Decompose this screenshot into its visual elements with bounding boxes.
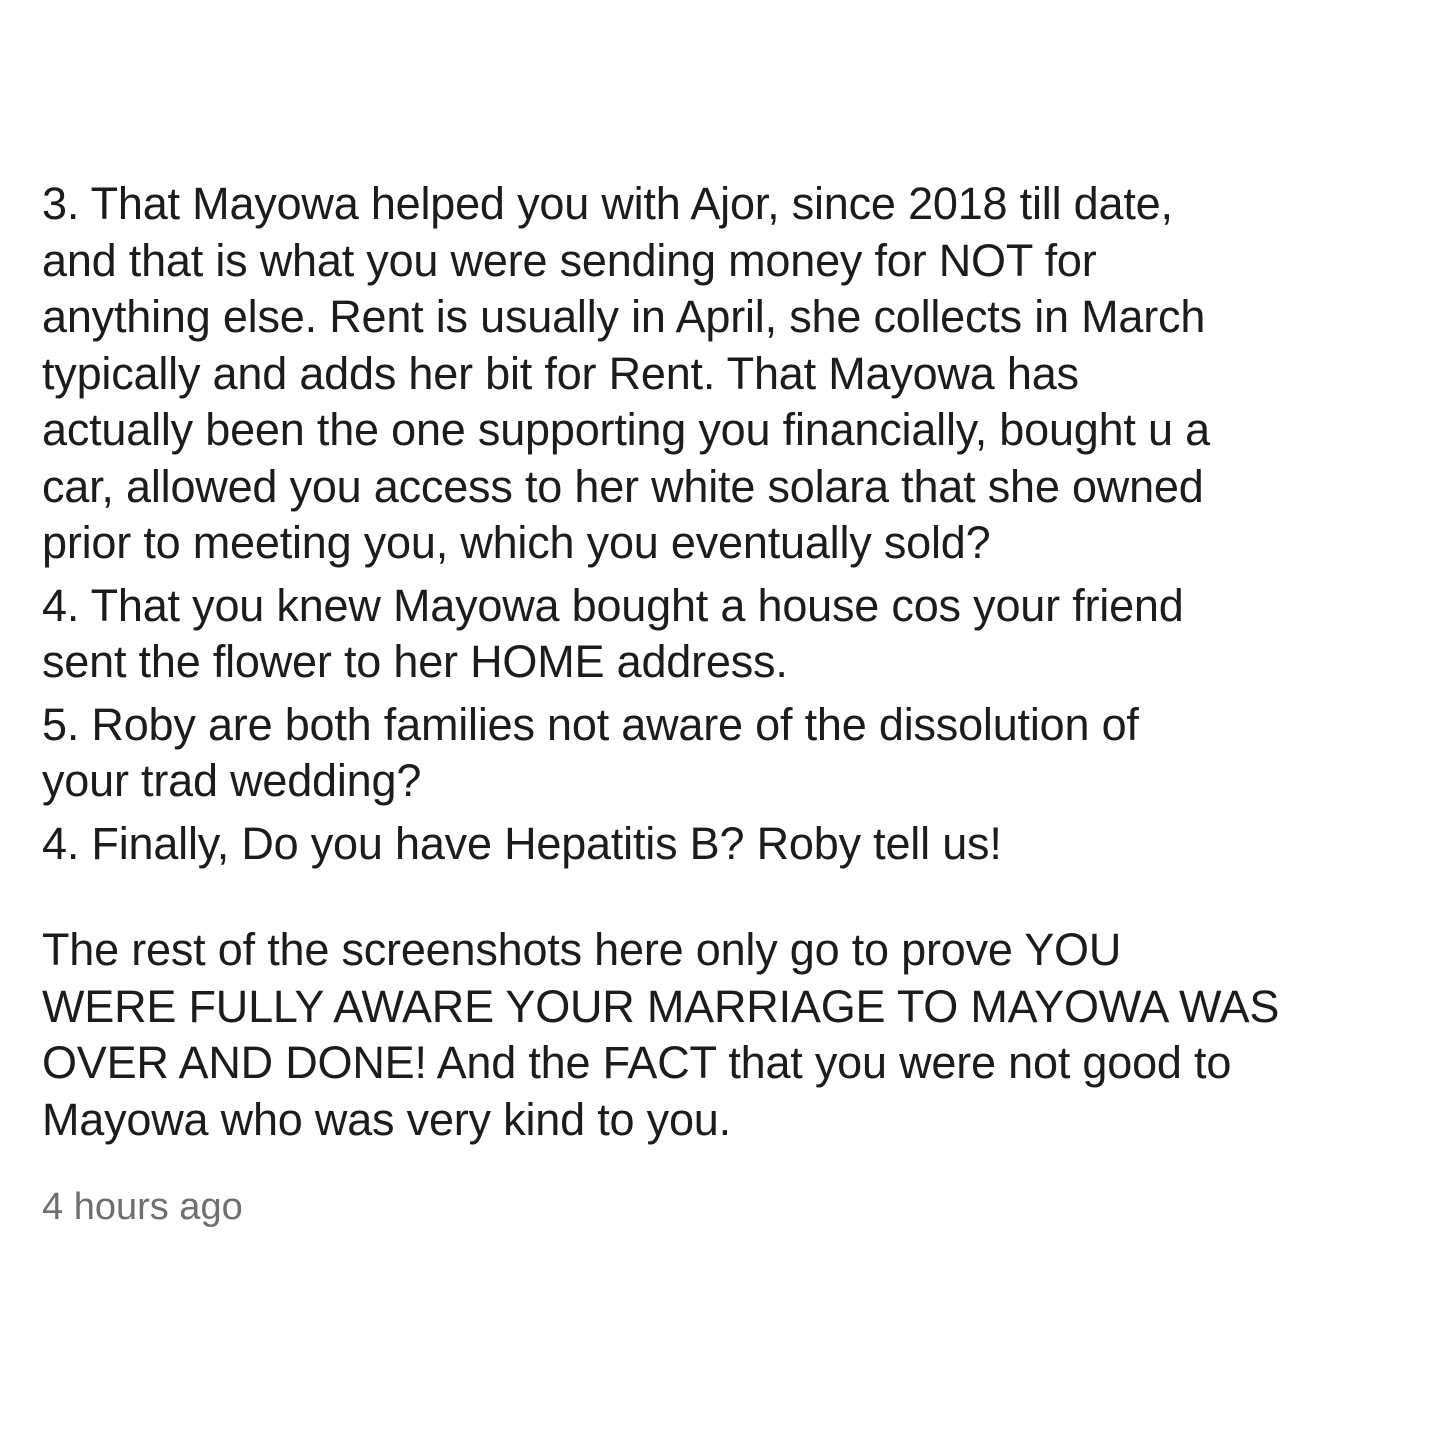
comment-line: sent the flower to her HOME address.: [42, 636, 788, 687]
comment-item-finally: [42, 816, 1402, 873]
comment-line: Mayowa who was very kind to you.: [42, 1093, 731, 1145]
comment-line: your trad wedding?: [42, 755, 422, 806]
comment-line: The rest of the screenshots here only go to prove YOU: [42, 924, 1122, 975]
comment-line: and that is what you were sending money for NOT for: [42, 234, 1097, 286]
paragraph-spacer: [42, 872, 1402, 922]
comment-line: prior to meeting you, which you eventually sold?: [42, 517, 991, 568]
comment-line: 3. That Mayowa helped you with Ajor, since 2018 till date,: [42, 178, 1173, 229]
comment-line: OVER AND DONE! And the FACT that you were not good to: [42, 1037, 1232, 1088]
comment-timestamp: 4 hours ago: [42, 1186, 243, 1228]
comment-closing-paragraph: [42, 922, 1402, 1148]
comment-line: typically and adds her bit for Rent. That Mayowa has: [42, 347, 1079, 399]
comment-line: WERE FULLY AWARE YOUR MARRIAGE TO MAYOWA WAS: [42, 980, 1280, 1032]
comment-line: anything else. Rent is usually in April, she collects in March: [42, 291, 1206, 342]
comment-item-5: [42, 697, 1402, 810]
comment-item-3: [42, 176, 1402, 572]
comment-line: 4. Finally, Do you have Hepatitis B? Roby tell us!: [42, 817, 1002, 869]
comment-line: car, allowed you access to her white solara that she owned: [42, 460, 1204, 512]
comment-body: [42, 176, 1402, 1148]
comment-item-4: [42, 578, 1402, 691]
comment-line: 4. That you knew Mayowa bought a house cos your friend: [42, 579, 1184, 631]
comment-line: actually been the one supporting you financially, bought u a: [42, 404, 1210, 455]
comment-line: 5. Roby are both families not aware of the dissolution of: [42, 698, 1139, 750]
